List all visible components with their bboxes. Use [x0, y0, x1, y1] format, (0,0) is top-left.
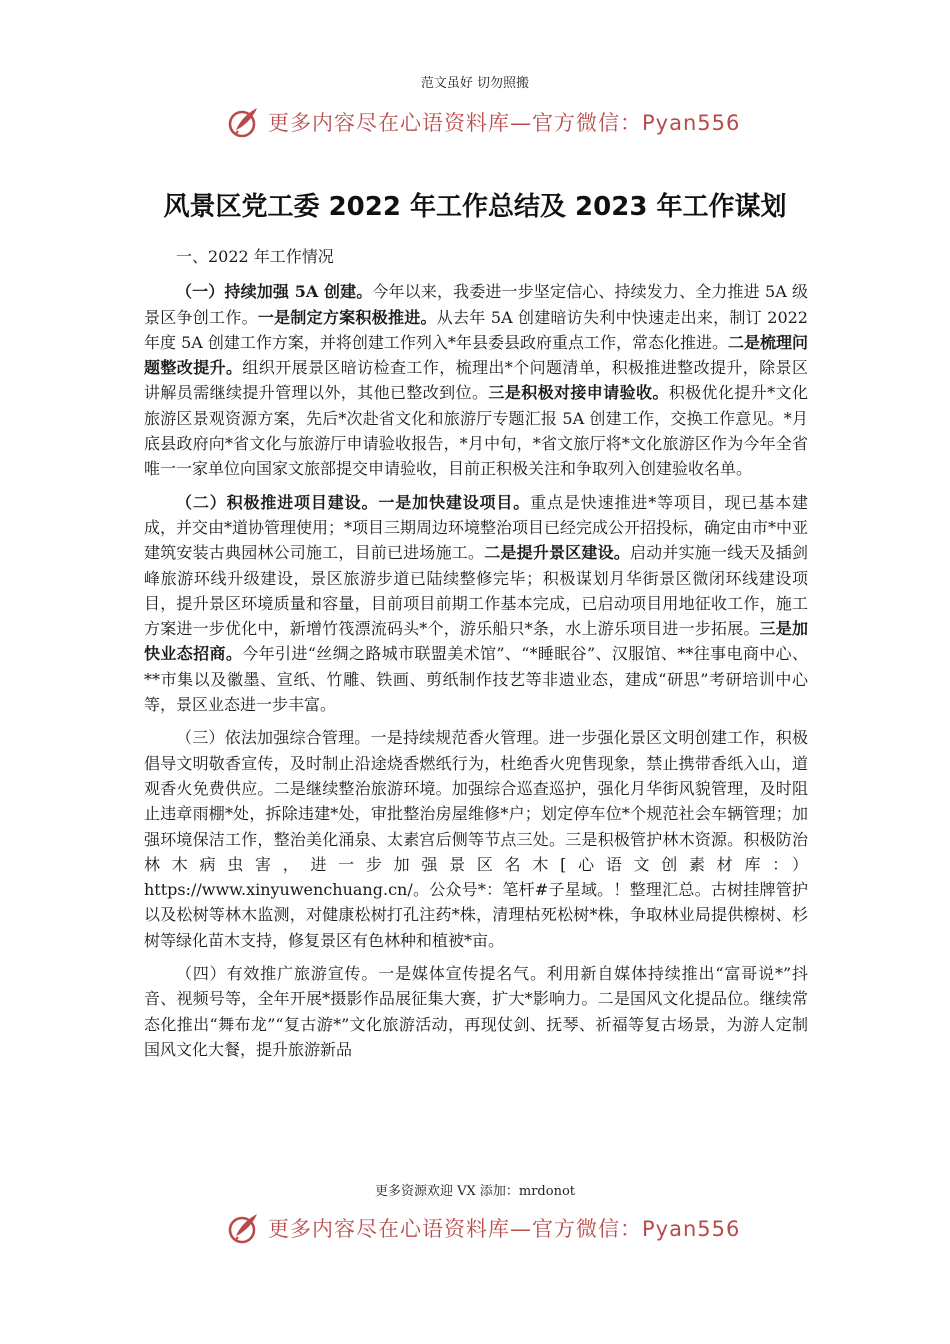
paragraph-text: 从去年 5A 创建暗访失利中快速走出来，制订 2022 年度 5A 创建工作方案，并将创建工作列入*年县委县政府重点工作，常态化推进。	[144, 307, 808, 352]
paragraph-text: 今年引进“丝绸之路城市联盟美术馆”、“*睡眠谷”、汉服馆、**往事电商中心、**市集以及徽墨、宣纸、竹雕、铁画、剪纸制作技艺等非遗业态，建成“研思”考研培训中心等，景区业态进一步丰富。	[144, 644, 808, 715]
paragraph-text: 重点是快速推进*等项目，现已基本建成，并交由*道协管理使用；*项目三期周边环境整治项目已经完成公开招投标，确定由市*中亚建筑安装古典园林公司施工，目前已进场施工。	[144, 492, 809, 563]
paragraph-1	[144, 279, 808, 481]
paragraph-text: 组织开展景区暗访检查工作，梳理出*个问题清单，积极推进整改提升，除景区讲解员需继续提升管理以外，其他已整改到位。	[144, 358, 808, 403]
banner-text: 更多内容尽在心语资料库—官方微信：Pyan556	[268, 111, 741, 135]
section-heading: 一、2022 年工作情况	[176, 247, 334, 266]
quill-logo-icon	[226, 104, 262, 140]
paragraph-text: 今年以来，我委进一步坚定信心、持续发力、全力推进 5A 级景区争创工作。	[144, 282, 808, 327]
bold-phrase: （二）积极推进项目建设。一是加快建设项目。	[176, 492, 531, 512]
paragraph-text: 启动并实施一线天及插剑峰旅游环线升级建设，景区旅游步道已陆续整修完毕；积极谋划月华街景区微闭环线建设项目，提升景区环境质量和容量，目前项目前期工作基本完成，已启动项目用地征收工作，施工方案进一步优化中，新增竹筏漂流码头*个，游乐船只*条，水上游乐项目进一步拓展。	[144, 543, 808, 639]
quill-logo-icon	[226, 1210, 262, 1246]
paragraph-text: 积极优化提升*文化旅游区景观资源方案，先后*次赴省文化和旅游厅专题汇报 5A 创建工作，交换工作意见。*月底县政府向*省文化与旅游厅申请验收报告，*月中旬，*省文旅厅将*文化旅游区作为今年全省唯一一家单位向国家文旅部提交申请验收，目前正积极关注和争取列入创建验收名单。	[144, 383, 808, 479]
top-banner	[226, 102, 740, 142]
bold-phrase: 三是加快业态招商。	[144, 619, 808, 664]
banner-text: 更多内容尽在心语资料库—官方微信：Pyan556	[268, 1217, 741, 1241]
footer-note: 更多资源欢迎 VX 添加：mrdonot	[374, 1184, 576, 1199]
paragraph-2	[144, 490, 808, 718]
paragraph-3: （三）依法加强综合管理。一是持续规范香火管理。进一步强化景区文明创建工作，积极倡导文明敬香宣传，及时制止沿途烧香燃纸行为，杜绝香火兜售现象，禁止携带香纸入山，道观香火免费供应。二是继续整治旅游环境。加强综合巡查巡护，强化月华街风貌管理，及时阻止违章雨棚*处，拆除违建*处，审批整治房屋维修*户；划定停车位*个规范社会车辆管理；加强环境保洁工作，整治美化涌泉、太素宫后侧等节点三处。三是积极管护林木资源。积极防治林木病虫害，进一步加强景区名木[心语文创素材库：）https://www.xinyuwenchuang.cn/。公众号*：笔杆#子星域。！整理汇总。古树挂牌管护以及松树等林木监测，对健康松树打孔注药*株，清理枯死松树*株，争取林业局提供檫树、杉树等绿化苗木支持，修复景区有色林种和植被*亩。	[144, 728, 808, 950]
bold-phrase: 二是提升景区建设。	[484, 543, 630, 563]
bold-phrase: 二是梳理问题整改提升。	[144, 332, 808, 378]
bold-phrase: 三是积极对接申请验收。	[488, 383, 669, 403]
document-title: 风景区党工委 2022 年工作总结及 2023 年工作谋划	[163, 192, 787, 222]
paragraph-4: （四）有效推广旅游宣传。一是媒体宣传提名气。利用新自媒体持续推出“富哥说*”抖音、视频号等，全年开展*摄影作品展征集大赛，扩大*影响力。二是国风文化提品位。继续常态化推出“舞布龙”“复古游*”文化旅游活动，再现仗剑、抚琴、祈福等复古场景，为游人定制国风文化大餐，提升旅游新品	[144, 964, 808, 1059]
header-note: 范文虽好 切勿照搬	[420, 76, 530, 91]
bottom-banner	[226, 1208, 740, 1248]
bold-phrase: （一）持续加强 5A 创建。	[176, 282, 373, 302]
document-body	[144, 244, 808, 1070]
bold-phrase: 一是制定方案积极推进。	[257, 307, 437, 327]
